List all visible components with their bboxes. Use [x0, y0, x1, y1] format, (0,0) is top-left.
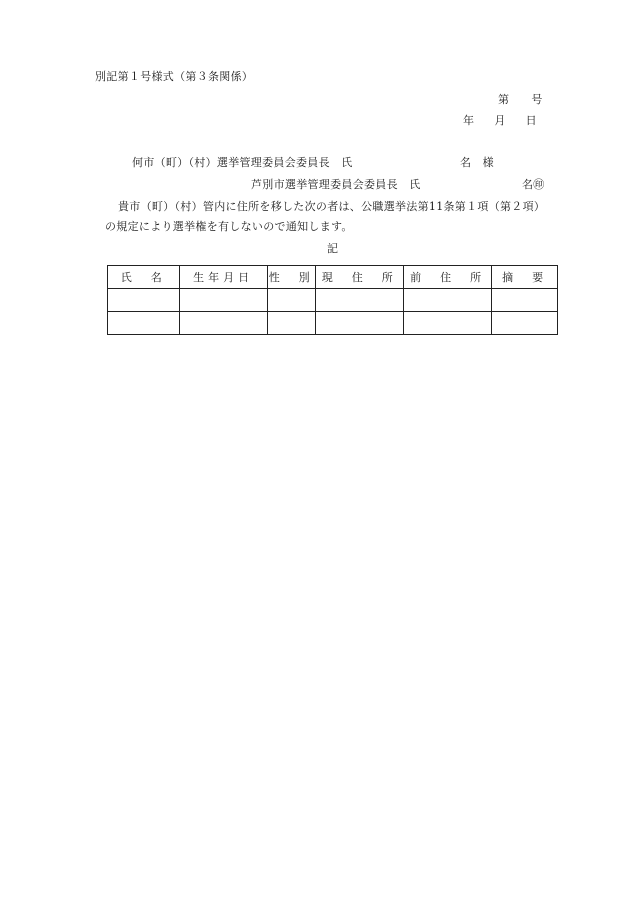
table-cell — [492, 289, 558, 312]
ki-heading: 記 — [327, 242, 339, 255]
header-remarks: 摘 要 — [492, 266, 558, 289]
table-header-row — [108, 266, 558, 289]
body-text-line-1: 貴市（町）（村）管内に住所を移した次の者は、公職選挙法第11条第１項（第２項） — [118, 200, 546, 213]
table-cell — [179, 289, 267, 312]
header-name: 氏 名 — [108, 266, 180, 289]
body-text-line-2: の規定により選挙権を有しないので通知します。 — [105, 220, 353, 233]
table-cell — [403, 312, 491, 335]
date-line — [463, 114, 547, 128]
table-cell — [315, 312, 403, 335]
table-cell — [267, 312, 315, 335]
recipient-suffix: 名 様 — [460, 156, 494, 169]
table-cell — [179, 312, 267, 335]
table-cell — [492, 312, 558, 335]
table-cell — [108, 289, 180, 312]
table-cell — [315, 289, 403, 312]
date-year-label: 年 — [463, 114, 475, 127]
header-current-address: 現 住 所 — [315, 266, 403, 289]
date-day-label: 日 — [525, 114, 537, 127]
record-table — [107, 265, 558, 335]
date-month-label: 月 — [494, 114, 506, 127]
header-birthdate: 生年月日 — [179, 266, 267, 289]
table-cell — [108, 312, 180, 335]
header-sex: 性 別 — [267, 266, 315, 289]
number-go-label: 号 — [531, 93, 543, 106]
number-dai-label: 第 — [498, 93, 510, 106]
table-row — [108, 312, 558, 335]
document-number-line — [498, 93, 546, 107]
table-row — [108, 289, 558, 312]
sender-suffix-seal: 名㊞ — [522, 178, 545, 191]
table-cell — [267, 289, 315, 312]
recipient-line — [132, 156, 494, 170]
sender-line — [251, 178, 545, 192]
table-cell — [403, 289, 491, 312]
sender-text: 芦別市選挙管理委員会委員長 氏 — [251, 178, 421, 191]
form-number: 別記第１号様式（第３条関係） — [95, 70, 254, 83]
header-previous-address: 前 住 所 — [403, 266, 491, 289]
recipient-text: 何市（町）（村）選挙管理委員会委員長 氏 — [132, 156, 353, 169]
